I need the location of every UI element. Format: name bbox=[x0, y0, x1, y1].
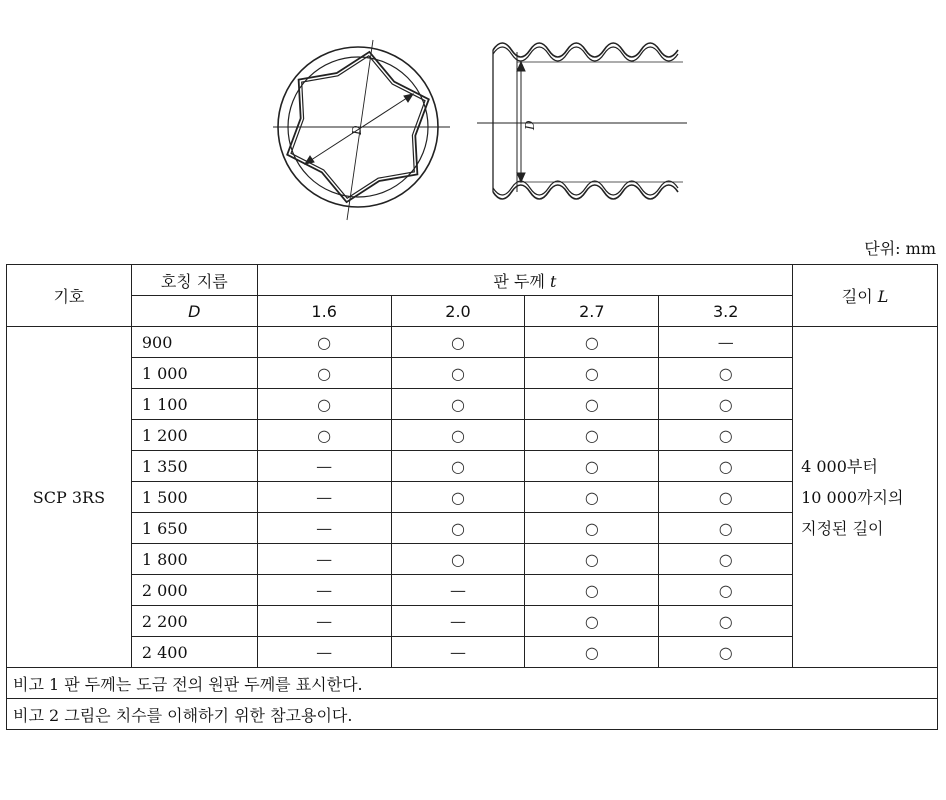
header-thickness-col: 3.2 bbox=[659, 296, 793, 327]
thickness-availability-cell: — bbox=[257, 544, 391, 575]
thickness-availability-cell: ○ bbox=[525, 513, 659, 544]
header-nominal-diameter: 호칭 지름 bbox=[131, 265, 257, 296]
front-dimension-label: D bbox=[350, 125, 364, 135]
thickness-availability-cell: ○ bbox=[391, 327, 525, 358]
thickness-availability-cell: ○ bbox=[525, 637, 659, 668]
nominal-diameter-cell: 1 500 bbox=[131, 482, 257, 513]
thickness-availability-cell: — bbox=[257, 637, 391, 668]
thickness-availability-cell: ○ bbox=[659, 606, 793, 637]
thickness-availability-cell: ○ bbox=[391, 513, 525, 544]
thickness-availability-cell: ○ bbox=[391, 544, 525, 575]
thickness-availability-cell: ○ bbox=[391, 389, 525, 420]
spec-table bbox=[6, 264, 938, 730]
thickness-availability-cell: ○ bbox=[659, 451, 793, 482]
thickness-availability-cell: ○ bbox=[659, 420, 793, 451]
nominal-diameter-cell: 1 350 bbox=[131, 451, 257, 482]
header-length-symbol: L bbox=[877, 287, 889, 306]
thickness-availability-cell: ○ bbox=[525, 451, 659, 482]
thickness-availability-cell: — bbox=[257, 575, 391, 606]
thickness-availability-cell: — bbox=[391, 575, 525, 606]
nominal-diameter-cell: 1 200 bbox=[131, 420, 257, 451]
length-cell bbox=[793, 327, 938, 668]
thickness-availability-cell: — bbox=[391, 637, 525, 668]
thickness-availability-cell: ○ bbox=[257, 420, 391, 451]
header-thickness-symbol: t bbox=[549, 271, 557, 291]
nominal-diameter-cell: 2 000 bbox=[131, 575, 257, 606]
table-body bbox=[7, 327, 938, 668]
header-thickness-col: 2.7 bbox=[525, 296, 659, 327]
thickness-availability-cell: ○ bbox=[659, 575, 793, 606]
thickness-availability-cell: ○ bbox=[391, 358, 525, 389]
thickness-availability-cell: ○ bbox=[659, 544, 793, 575]
nominal-diameter-cell: 1 100 bbox=[131, 389, 257, 420]
thickness-availability-cell: ○ bbox=[391, 482, 525, 513]
table-row bbox=[7, 327, 938, 358]
header-length-label: 길이 bbox=[841, 287, 873, 306]
symbol-cell: SCP 3RS bbox=[7, 327, 132, 668]
nominal-diameter-cell: 2 200 bbox=[131, 606, 257, 637]
thickness-availability-cell: — bbox=[257, 606, 391, 637]
thickness-availability-cell: ○ bbox=[257, 389, 391, 420]
nominal-diameter-cell: 1 800 bbox=[131, 544, 257, 575]
note-row bbox=[7, 668, 938, 699]
length-line: 4 000부터 bbox=[801, 456, 878, 476]
thickness-availability-cell: ○ bbox=[659, 482, 793, 513]
header-thickness bbox=[257, 265, 792, 296]
note-2: 비고 2 그림은 치수를 이해하기 위한 참고용이다. bbox=[7, 699, 938, 730]
header-thickness-col: 1.6 bbox=[257, 296, 391, 327]
nominal-diameter-cell: 900 bbox=[131, 327, 257, 358]
length-line: 지정된 길이 bbox=[801, 518, 884, 538]
side-view-drawing bbox=[477, 43, 687, 199]
header-thickness-label: 판 두께 bbox=[493, 271, 545, 291]
unit-label: 단위: mm bbox=[864, 239, 936, 258]
thickness-availability-cell: ○ bbox=[525, 544, 659, 575]
thickness-availability-cell: — bbox=[659, 327, 793, 358]
side-dimension-label: D bbox=[523, 120, 537, 130]
thickness-availability-cell: ○ bbox=[659, 358, 793, 389]
thickness-availability-cell: ○ bbox=[525, 575, 659, 606]
nominal-diameter-cell: 2 400 bbox=[131, 637, 257, 668]
thickness-availability-cell: ○ bbox=[659, 637, 793, 668]
thickness-availability-cell: — bbox=[391, 606, 525, 637]
header-thickness-col: 2.0 bbox=[391, 296, 525, 327]
thickness-availability-cell: ○ bbox=[391, 451, 525, 482]
length-line: 10 000까지의 bbox=[801, 487, 904, 507]
thickness-availability-cell: ○ bbox=[257, 358, 391, 389]
header-row-1 bbox=[7, 265, 938, 296]
header-symbol: 기호 bbox=[7, 265, 132, 327]
note-1: 비고 1 판 두께는 도금 전의 원판 두께를 표시한다. bbox=[7, 668, 938, 699]
thickness-availability-cell: ○ bbox=[659, 513, 793, 544]
thickness-availability-cell: ○ bbox=[525, 420, 659, 451]
thickness-availability-cell: ○ bbox=[525, 606, 659, 637]
thickness-availability-cell: ○ bbox=[525, 358, 659, 389]
thickness-availability-cell: — bbox=[257, 482, 391, 513]
thickness-availability-cell: ○ bbox=[391, 420, 525, 451]
note-row bbox=[7, 699, 938, 730]
nominal-diameter-cell: 1 650 bbox=[131, 513, 257, 544]
thickness-availability-cell: ○ bbox=[525, 327, 659, 358]
thickness-availability-cell: ○ bbox=[525, 389, 659, 420]
nominal-diameter-cell: 1 000 bbox=[131, 358, 257, 389]
pipe-cross-section-figure bbox=[255, 22, 695, 234]
thickness-availability-cell: ○ bbox=[257, 327, 391, 358]
thickness-availability-cell: — bbox=[257, 513, 391, 544]
thickness-availability-cell: ○ bbox=[525, 482, 659, 513]
header-nominal-diameter-symbol: D bbox=[131, 296, 257, 327]
thickness-availability-cell: — bbox=[257, 451, 391, 482]
header-length bbox=[793, 265, 938, 327]
thickness-availability-cell: ○ bbox=[659, 389, 793, 420]
